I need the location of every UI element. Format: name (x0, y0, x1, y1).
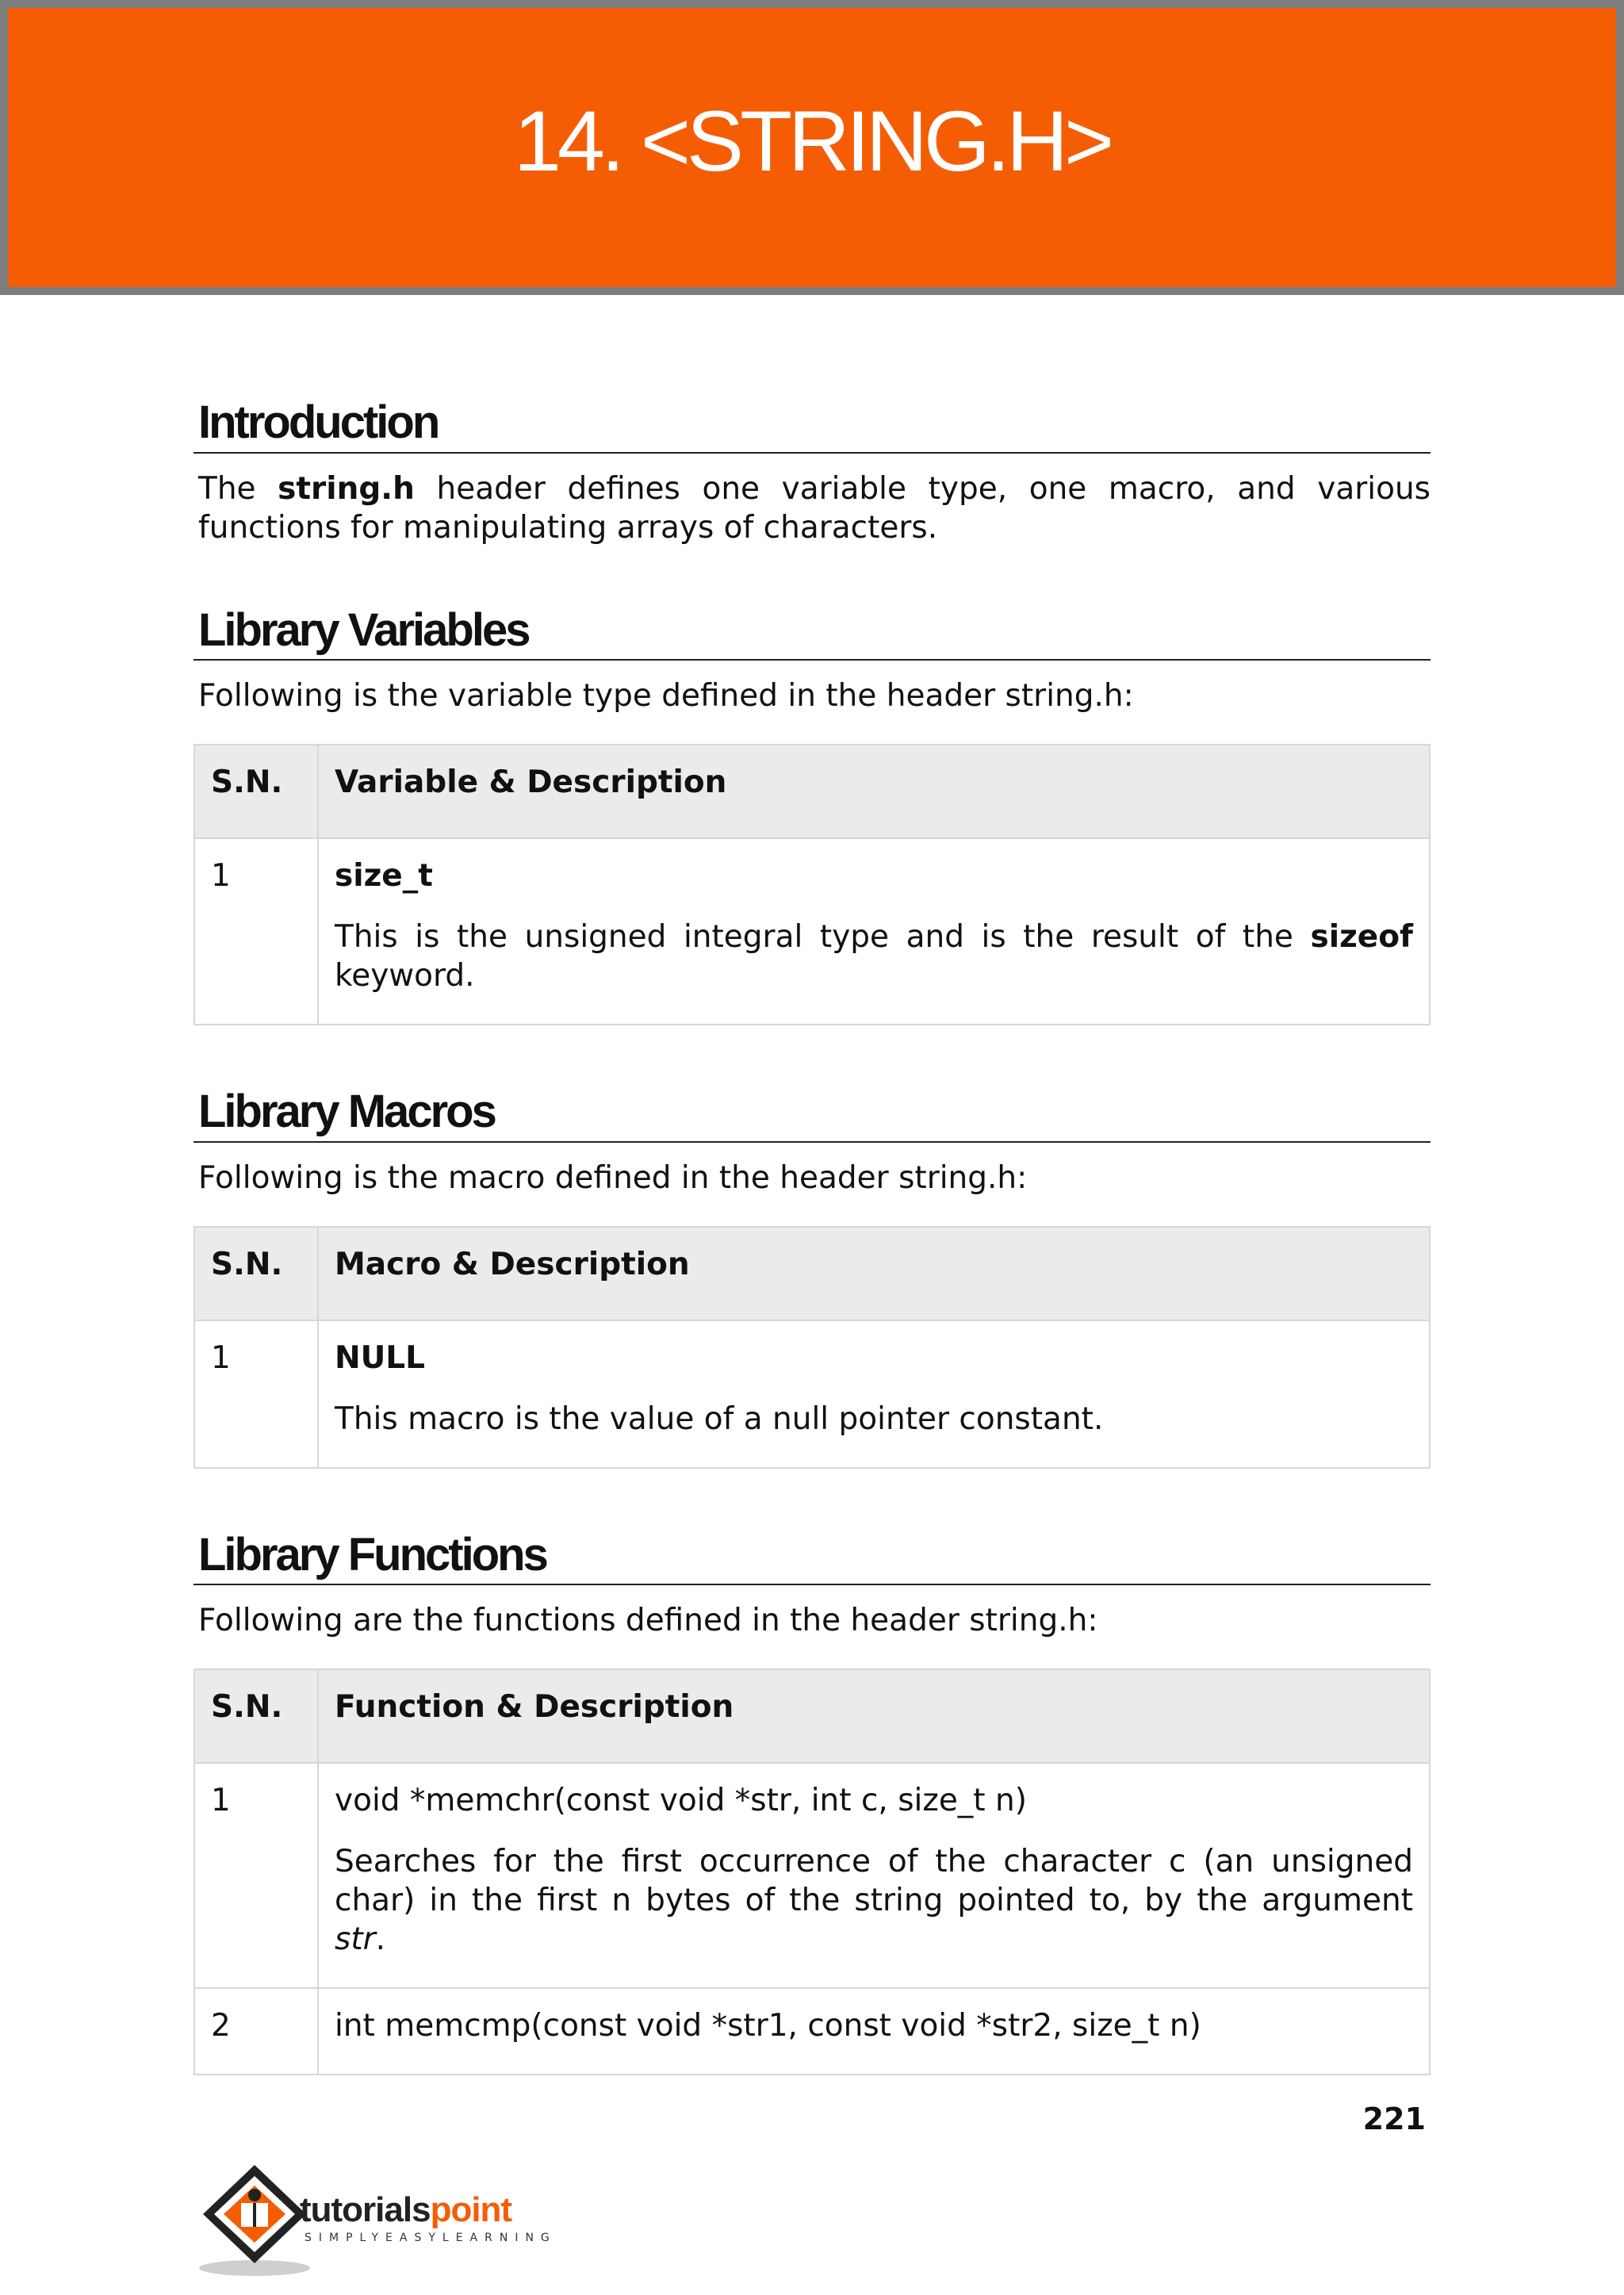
row-sn: 1 (194, 838, 318, 1025)
tutorialspoint-logo (195, 2159, 576, 2278)
macro-name: NULL (335, 1339, 426, 1376)
row-description (318, 838, 1430, 1025)
argument-name: str (335, 1921, 376, 1958)
table-row (194, 1988, 1430, 2075)
introduction-heading: Introduction (193, 395, 1431, 454)
table-header-row (194, 1227, 1430, 1320)
column-header-sn: S.N. (194, 1227, 318, 1320)
table-header-row (194, 745, 1430, 838)
introduction-text: The string.h header defines one variable type, one macro, and various functions for manipulating arrays of characters. (198, 470, 1431, 546)
header-name: string.h (278, 470, 415, 507)
page-number: 221 (1362, 2102, 1426, 2136)
macros-table (193, 1226, 1431, 1469)
row-sn: 1 (194, 1320, 318, 1468)
function-signature: int memcmp(const void *str1, const void *str2, size_t n) (335, 2008, 1201, 2044)
variable-name: size_t (335, 858, 433, 895)
logo-emblem-icon (195, 2159, 314, 2278)
row-description (318, 1763, 1430, 1988)
variable-description: This is the unsigned integral type and is the result of the sizeof keyword. (335, 919, 1413, 994)
page-content (193, 395, 1431, 2075)
macros-lead: Following is the macro defined in the header string.h: (198, 1159, 1028, 1196)
column-header-description: Macro & Description (318, 1227, 1430, 1320)
library-macros-heading: Library Macros (193, 1084, 1431, 1143)
chapter-title: 14. <STRING.H> (513, 92, 1111, 189)
function-description: Searches for the first occurrence of the character c (an unsigned char) in the first n bytes of the string pointed to, by the argument str. (335, 1844, 1413, 1958)
function-signature: void *memchr(const void *str, int c, size_t n) (335, 1783, 1027, 1819)
column-header-sn: S.N. (194, 745, 318, 838)
library-variables-heading: Library Variables (193, 603, 1431, 661)
row-description (318, 1320, 1430, 1468)
logo-tagline: SIMPLYEASYLEARNING (304, 2232, 557, 2244)
sizeof-keyword: sizeof (1310, 919, 1413, 956)
logo-wordmark: tutorialspoint (300, 2190, 512, 2229)
table-header-row (194, 1669, 1430, 1763)
column-header-description: Function & Description (318, 1669, 1430, 1763)
variables-lead: Following is the variable type defined in the header string.h: (198, 678, 1134, 715)
functions-table (193, 1669, 1431, 2075)
column-header-description: Variable & Description (318, 745, 1430, 838)
column-header-sn: S.N. (194, 1669, 318, 1763)
row-sn: 1 (194, 1763, 318, 1988)
variables-table (193, 744, 1431, 1025)
table-row (194, 838, 1430, 1025)
row-sn: 2 (194, 1988, 318, 2075)
table-row (194, 1763, 1430, 1988)
functions-lead: Following are the functions defined in the header string.h: (198, 1603, 1098, 1639)
row-description (318, 1988, 1430, 2075)
macro-description: This macro is the value of a null pointer constant. (335, 1400, 1104, 1437)
table-row (194, 1320, 1430, 1468)
chapter-banner (0, 0, 1624, 295)
library-functions-heading: Library Functions (193, 1527, 1431, 1586)
